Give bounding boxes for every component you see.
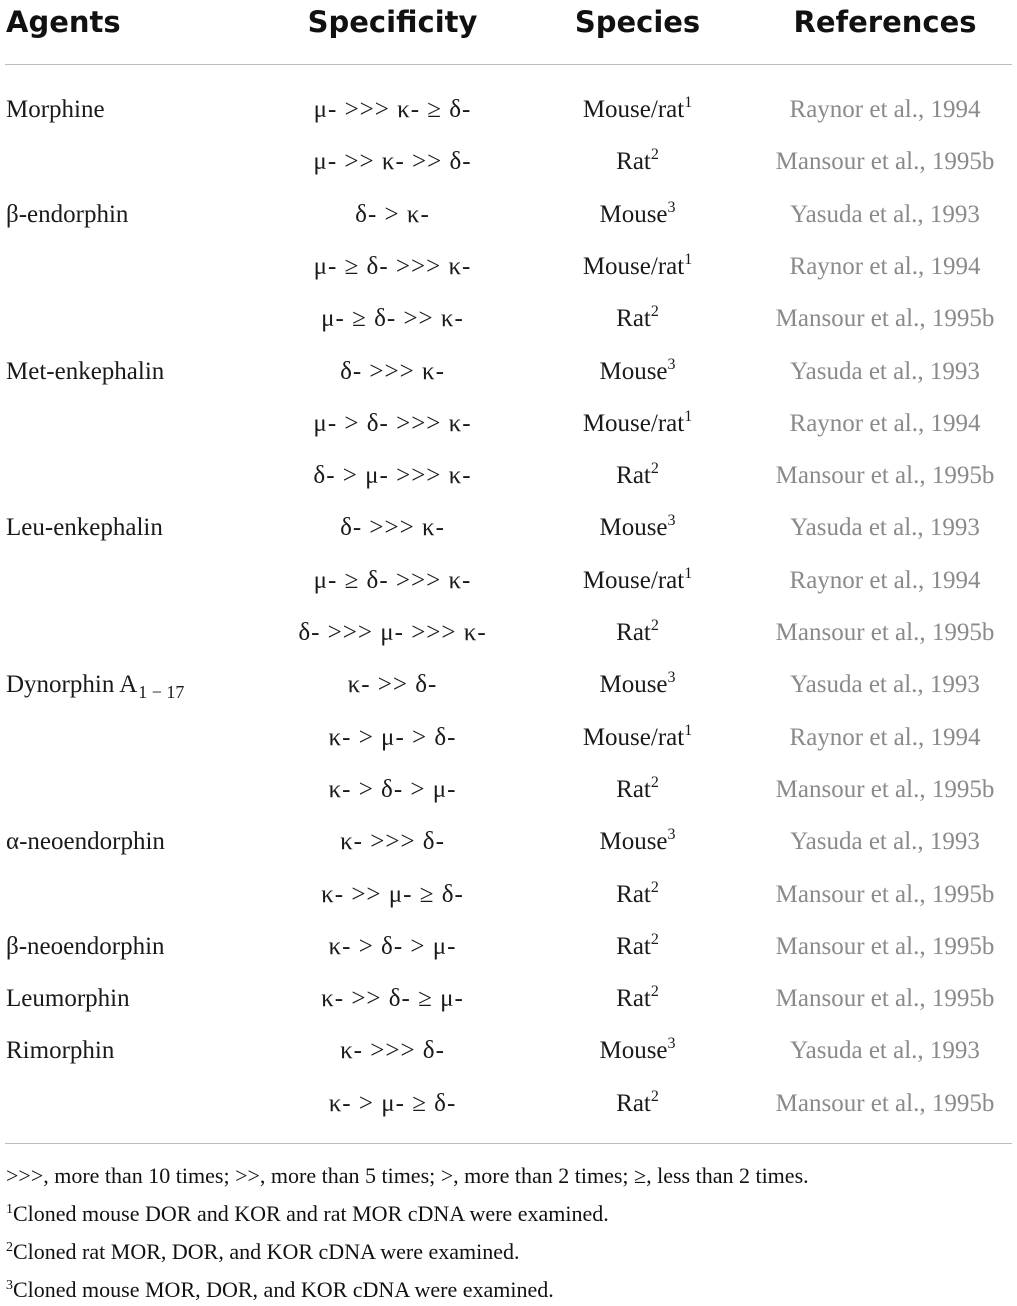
footnote-text: Cloned rat MOR, DOR, and KOR cDNA were examined. bbox=[13, 1239, 520, 1264]
specificity-cell: κ- >>> δ- bbox=[340, 1037, 445, 1065]
reference-cell: Mansour et al., 1995b bbox=[775, 985, 995, 1013]
specificity-cell: δ- >>> μ- >>> κ- bbox=[298, 619, 487, 646]
table-row bbox=[0, 136, 1017, 188]
species-footnote-marker: 2 bbox=[650, 773, 659, 791]
species-cell bbox=[540, 555, 735, 607]
specificity-cell: κ- > μ- > δ- bbox=[328, 723, 457, 751]
footnote bbox=[6, 1277, 554, 1303]
specificity-cell: δ- > μ- >>> κ- bbox=[313, 462, 472, 490]
table-row bbox=[0, 607, 1017, 659]
species-cell bbox=[540, 973, 735, 1025]
table-row bbox=[0, 346, 1017, 398]
reference-cell: Mansour et al., 1995b bbox=[775, 880, 995, 908]
species-footnote-marker: 3 bbox=[667, 669, 676, 687]
reference-cell: Mansour et al., 1995b bbox=[775, 305, 995, 333]
species-name: Mouse/rat bbox=[582, 566, 685, 594]
footnote-text: Cloned mouse DOR and KOR and rat MOR cDNA were examined. bbox=[13, 1201, 609, 1226]
agent-name: α-neoendorphin bbox=[6, 828, 165, 856]
species-footnote-marker: 3 bbox=[667, 355, 676, 373]
species-cell bbox=[540, 764, 735, 816]
species-name: Mouse/rat bbox=[582, 723, 685, 751]
species-footnote-marker: 3 bbox=[667, 512, 676, 530]
agent-cell bbox=[6, 816, 165, 868]
specificity-cell: κ- >> δ- bbox=[347, 671, 438, 699]
species-cell bbox=[540, 816, 735, 868]
species-cell bbox=[540, 502, 735, 554]
agent-cell bbox=[6, 502, 163, 554]
specificity-cell: μ- >> κ- >> δ- bbox=[313, 148, 472, 176]
header-species: Species bbox=[574, 5, 701, 39]
reference-cell: Raynor et al., 1994 bbox=[789, 723, 981, 751]
species-cell bbox=[540, 450, 735, 502]
agent-name: Rimorphin bbox=[6, 1037, 115, 1065]
agent-name: Dynorphin A bbox=[6, 671, 138, 699]
header-divider bbox=[5, 64, 1012, 65]
reference-cell: Mansour et al., 1995b bbox=[775, 1089, 995, 1117]
species-footnote-marker: 1 bbox=[684, 721, 693, 739]
reference-cell: Mansour et al., 1995b bbox=[775, 932, 995, 960]
species-cell bbox=[540, 241, 735, 293]
species-name: Mouse bbox=[599, 357, 668, 385]
species-cell bbox=[540, 607, 735, 659]
species-cell bbox=[540, 84, 735, 136]
species-name: Rat bbox=[616, 305, 651, 333]
species-name: Mouse bbox=[599, 671, 668, 699]
reference-cell: Yasuda et al., 1993 bbox=[790, 514, 980, 542]
species-footnote-marker: 2 bbox=[650, 1087, 659, 1105]
reference-cell: Raynor et al., 1994 bbox=[789, 566, 981, 594]
species-cell bbox=[540, 398, 735, 450]
specificity-cell: δ- > κ- bbox=[355, 200, 430, 228]
species-cell bbox=[540, 921, 735, 973]
agent-cell bbox=[6, 973, 130, 1025]
specificity-cell: κ- > δ- > μ- bbox=[328, 932, 457, 960]
agent-name: β-endorphin bbox=[6, 200, 129, 228]
table-row bbox=[0, 84, 1017, 136]
species-name: Mouse bbox=[599, 200, 668, 228]
species-name: Rat bbox=[616, 619, 651, 646]
species-footnote-marker: 3 bbox=[667, 1035, 676, 1053]
species-footnote-marker: 1 bbox=[684, 407, 693, 425]
species-footnote-marker: 1 bbox=[684, 564, 693, 582]
table-row bbox=[0, 450, 1017, 502]
specificity-cell: κ- > μ- ≥ δ- bbox=[328, 1089, 457, 1117]
agent-name: β-neoendorphin bbox=[6, 932, 165, 960]
header-specificity: Specificity bbox=[307, 5, 478, 39]
table-row bbox=[0, 398, 1017, 450]
specificity-cell: κ- >> μ- ≥ δ- bbox=[321, 880, 464, 908]
species-footnote-marker: 1 bbox=[684, 250, 693, 268]
footnote bbox=[6, 1163, 809, 1189]
specificity-cell: κ- >>> δ- bbox=[340, 828, 445, 856]
species-cell bbox=[540, 869, 735, 921]
species-name: Mouse bbox=[599, 1037, 668, 1065]
table-row bbox=[0, 555, 1017, 607]
table-row bbox=[0, 764, 1017, 816]
agent-cell bbox=[6, 1025, 114, 1077]
species-cell bbox=[540, 1078, 735, 1130]
specificity-cell: κ- > δ- > μ- bbox=[328, 775, 457, 803]
species-name: Mouse/rat bbox=[582, 252, 685, 280]
reference-cell: Mansour et al., 1995b bbox=[775, 619, 995, 646]
reference-cell: Raynor et al., 1994 bbox=[789, 96, 981, 123]
table-row bbox=[0, 973, 1017, 1025]
table-row bbox=[0, 816, 1017, 868]
agent-subscript: 1 − 17 bbox=[138, 682, 185, 703]
specificity-cell: μ- > δ- >>> κ- bbox=[313, 409, 472, 437]
reference-cell: Mansour et al., 1995b bbox=[775, 148, 995, 176]
specificity-cell: μ- ≥ δ- >> κ- bbox=[321, 305, 464, 333]
footnote-marker: 1 bbox=[6, 1202, 13, 1217]
agent-name: Met-enkephalin bbox=[6, 357, 165, 385]
header-agents: Agents bbox=[6, 5, 121, 39]
species-cell bbox=[540, 293, 735, 345]
reference-cell: Yasuda et al., 1993 bbox=[790, 200, 980, 228]
species-name: Rat bbox=[616, 880, 651, 908]
agent-cell bbox=[6, 189, 128, 241]
species-name: Rat bbox=[616, 932, 651, 960]
species-footnote-marker: 1 bbox=[684, 94, 693, 111]
specificity-cell: μ- >>> κ- ≥ δ- bbox=[313, 96, 472, 123]
table-row bbox=[0, 921, 1017, 973]
species-cell bbox=[540, 136, 735, 188]
species-name: Rat bbox=[616, 775, 651, 803]
table-row bbox=[0, 293, 1017, 345]
footnote-marker: 3 bbox=[6, 1278, 13, 1293]
species-footnote-marker: 2 bbox=[650, 983, 659, 1001]
species-footnote-marker: 3 bbox=[667, 198, 676, 216]
specificity-cell: μ- ≥ δ- >>> κ- bbox=[313, 566, 472, 594]
footnote bbox=[6, 1201, 609, 1227]
species-footnote-marker: 2 bbox=[650, 303, 659, 321]
reference-cell: Mansour et al., 1995b bbox=[775, 462, 995, 490]
table-row bbox=[0, 1078, 1017, 1130]
table-row bbox=[0, 241, 1017, 293]
species-name: Rat bbox=[616, 1089, 651, 1117]
species-name: Rat bbox=[616, 462, 651, 490]
specificity-cell: μ- ≥ δ- >>> κ- bbox=[313, 252, 472, 280]
footnote bbox=[6, 1239, 520, 1265]
species-cell bbox=[540, 712, 735, 764]
footnote-text: Cloned mouse MOR, DOR, and KOR cDNA were examined. bbox=[13, 1277, 554, 1302]
reference-cell: Mansour et al., 1995b bbox=[775, 775, 995, 803]
species-footnote-marker: 3 bbox=[667, 826, 676, 844]
species-name: Mouse/rat bbox=[582, 96, 685, 123]
species-cell bbox=[540, 189, 735, 241]
agent-name: Leumorphin bbox=[6, 985, 130, 1013]
species-cell bbox=[540, 1025, 735, 1077]
species-footnote-marker: 2 bbox=[650, 930, 659, 948]
reference-cell: Raynor et al., 1994 bbox=[789, 252, 981, 280]
species-name: Mouse bbox=[599, 828, 668, 856]
agent-cell bbox=[6, 84, 105, 136]
table-row bbox=[0, 502, 1017, 554]
agent-name: Morphine bbox=[6, 96, 105, 123]
species-name: Mouse bbox=[599, 514, 668, 542]
header-references: References bbox=[793, 5, 977, 39]
specificity-cell: δ- >>> κ- bbox=[340, 514, 445, 542]
species-cell bbox=[540, 659, 735, 711]
table-row bbox=[0, 659, 1017, 711]
reference-cell: Raynor et al., 1994 bbox=[789, 409, 981, 437]
species-cell bbox=[540, 346, 735, 398]
reference-cell: Yasuda et al., 1993 bbox=[790, 671, 980, 699]
species-name: Rat bbox=[616, 985, 651, 1013]
reference-cell: Yasuda et al., 1993 bbox=[790, 357, 980, 385]
footer-divider bbox=[5, 1143, 1012, 1144]
agent-cell bbox=[6, 659, 184, 711]
species-name: Rat bbox=[616, 148, 651, 176]
agent-name: Leu-enkephalin bbox=[6, 514, 163, 542]
specificity-cell: κ- >> δ- ≥ μ- bbox=[321, 985, 464, 1013]
table-row bbox=[0, 1025, 1017, 1077]
species-footnote-marker: 2 bbox=[650, 617, 659, 634]
reference-cell: Yasuda et al., 1993 bbox=[790, 1037, 980, 1065]
agent-cell bbox=[6, 346, 164, 398]
reference-cell: Yasuda et al., 1993 bbox=[790, 828, 980, 856]
footnote-text: >>>, more than 10 times; >>, more than 5 times; >, more than 2 times; ≥, less than 2 times. bbox=[6, 1163, 809, 1188]
specificity-cell: δ- >>> κ- bbox=[340, 357, 445, 385]
species-footnote-marker: 2 bbox=[650, 146, 659, 164]
table-row bbox=[0, 869, 1017, 921]
species-name: Mouse/rat bbox=[582, 409, 685, 437]
table-row bbox=[0, 712, 1017, 764]
table-row bbox=[0, 189, 1017, 241]
species-footnote-marker: 2 bbox=[650, 460, 659, 478]
footnote-marker: 2 bbox=[6, 1240, 13, 1255]
species-footnote-marker: 2 bbox=[650, 878, 659, 896]
agent-cell bbox=[6, 921, 165, 973]
